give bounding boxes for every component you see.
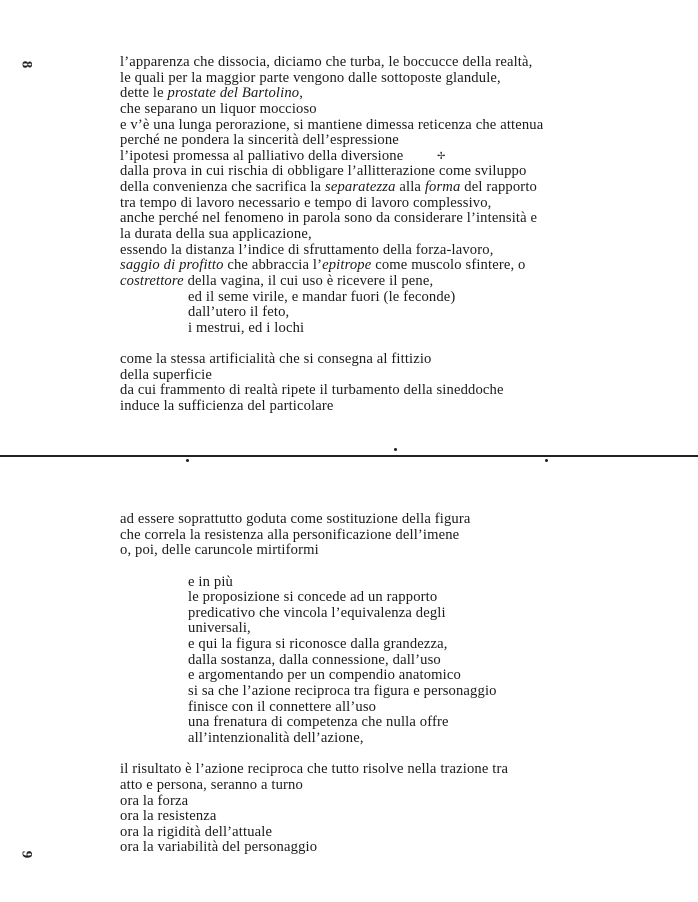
text-line-indented: dall’utero il feto,	[188, 304, 290, 321]
text-line-indented: finisce con il connettere all’uso	[188, 698, 377, 715]
text-line-indented: una frenatura di competenza che nulla offre	[188, 714, 449, 731]
italic-text: separatezza	[324, 179, 396, 196]
bottom-text-block	[120, 512, 508, 856]
text-line: come la stessa artificialità che si consegna al fittizio	[120, 351, 432, 368]
text-line-indented: ed il seme virile, e mandar fuori (le feconde)	[188, 288, 456, 305]
text-line: ad essere soprattutto goduta come sostituzione della figura	[120, 511, 471, 527]
text-line-indented: e argomentando per un compendio anatomico	[188, 667, 461, 684]
text-line-indented: e qui la figura si riconosce dalla grandezza,	[188, 636, 448, 653]
italic-text: costrettore	[120, 272, 184, 289]
text-line: atto e persona, seranno a turno	[120, 776, 303, 793]
italic-text: saggio di profitto	[120, 257, 224, 274]
text-line-indented: predicativo che vincola l’equivalenza degli	[188, 604, 446, 621]
text-line-indented: dalla sostanza, dalla connessione, dall’uso	[188, 651, 441, 668]
text-line-indented: i mestrui, ed i lochi	[188, 319, 305, 336]
text-line: ora la forza	[120, 792, 189, 809]
text-line: da cui frammento di realtà ripete il turbamento della sineddoche	[120, 382, 504, 399]
divider-dot	[186, 459, 189, 462]
text-line: l’apparenza che dissocia, diciamo che turba, le boccucce della realtà,	[120, 54, 533, 70]
text-line: ora la rigidità dell’attuale	[120, 823, 273, 840]
text-line-indented: universali,	[188, 620, 251, 637]
text-line: che correla la resistenza alla personificazione dell’imene	[120, 526, 460, 543]
page-divider	[0, 455, 698, 457]
text-line: tra tempo di lavoro necessario e tempo di lavoro complessivo,	[120, 194, 492, 211]
text-line: dalla prova in cui rischia di obbligare l’allitterazione come sviluppo	[120, 163, 527, 180]
page-number-bottom: 9	[18, 850, 35, 859]
text-line: le quali per la maggior parte vengono dalle sottoposte glandule,	[120, 69, 501, 86]
stanza-gap	[120, 337, 543, 353]
text-line: essendo la distanza l’indice di sfruttamento della forza-lavoro,	[120, 241, 494, 258]
text-line: costrettore della vagina, il cui uso è ricevere il pene,	[120, 272, 434, 289]
text-line: della convenienza che sacrifica la separatezza alla forma del rapporto	[120, 179, 537, 196]
italic-text: forma	[424, 179, 461, 196]
text-line: che separano un liquor moccioso	[120, 100, 317, 117]
top-text-block	[120, 55, 543, 415]
text-line: ora la variabilità del personaggio	[120, 839, 318, 856]
stanza-gap	[120, 559, 508, 575]
text-line: il risultato è l’azione reciproca che tutto risolve nella trazione tra	[120, 761, 509, 778]
text-line: saggio di profitto che abbraccia l’epitrope come muscolo sfintere, o	[120, 257, 526, 274]
text-line: della superficie	[120, 366, 212, 383]
text-line: o, poi, delle caruncole mirtiformi	[120, 542, 319, 559]
divider-dot	[394, 448, 397, 451]
text-line: la durata della sua applicazione,	[120, 226, 312, 243]
divider-dot	[545, 459, 548, 462]
text-line-indented: e in più	[188, 573, 233, 590]
text-line: anche perché nel fenomeno in parola sono da considerare l’intensità e	[120, 210, 538, 227]
text-line: ora la resistenza	[120, 808, 217, 825]
page-number-top: 8	[18, 60, 35, 69]
text-line-indented: si sa che l’azione reciproca tra figura e personaggio	[188, 683, 497, 700]
italic-text: epitrope	[322, 257, 372, 274]
text-line-indented: le proposizione si concede ad un rapporto	[188, 589, 438, 606]
italic-text: prostate del Bartolino	[167, 85, 300, 102]
text-line-indented: all’intenzionalità dell’azione,	[188, 729, 364, 746]
text-line: e v’è una lunga perorazione, si mantiene dimessa reticenza che attenua	[120, 116, 544, 133]
speck-mark: ✢	[437, 151, 446, 162]
text-line: l’ipotesi promessa al palliativo della diversione	[120, 147, 404, 164]
text-line: dette le prostate del Bartolino,	[120, 85, 304, 102]
stanza-gap	[120, 747, 508, 763]
text-line: perché ne pondera la sincerità dell’espressione	[120, 132, 399, 149]
text-line: induce la sufficienza del particolare	[120, 398, 334, 415]
